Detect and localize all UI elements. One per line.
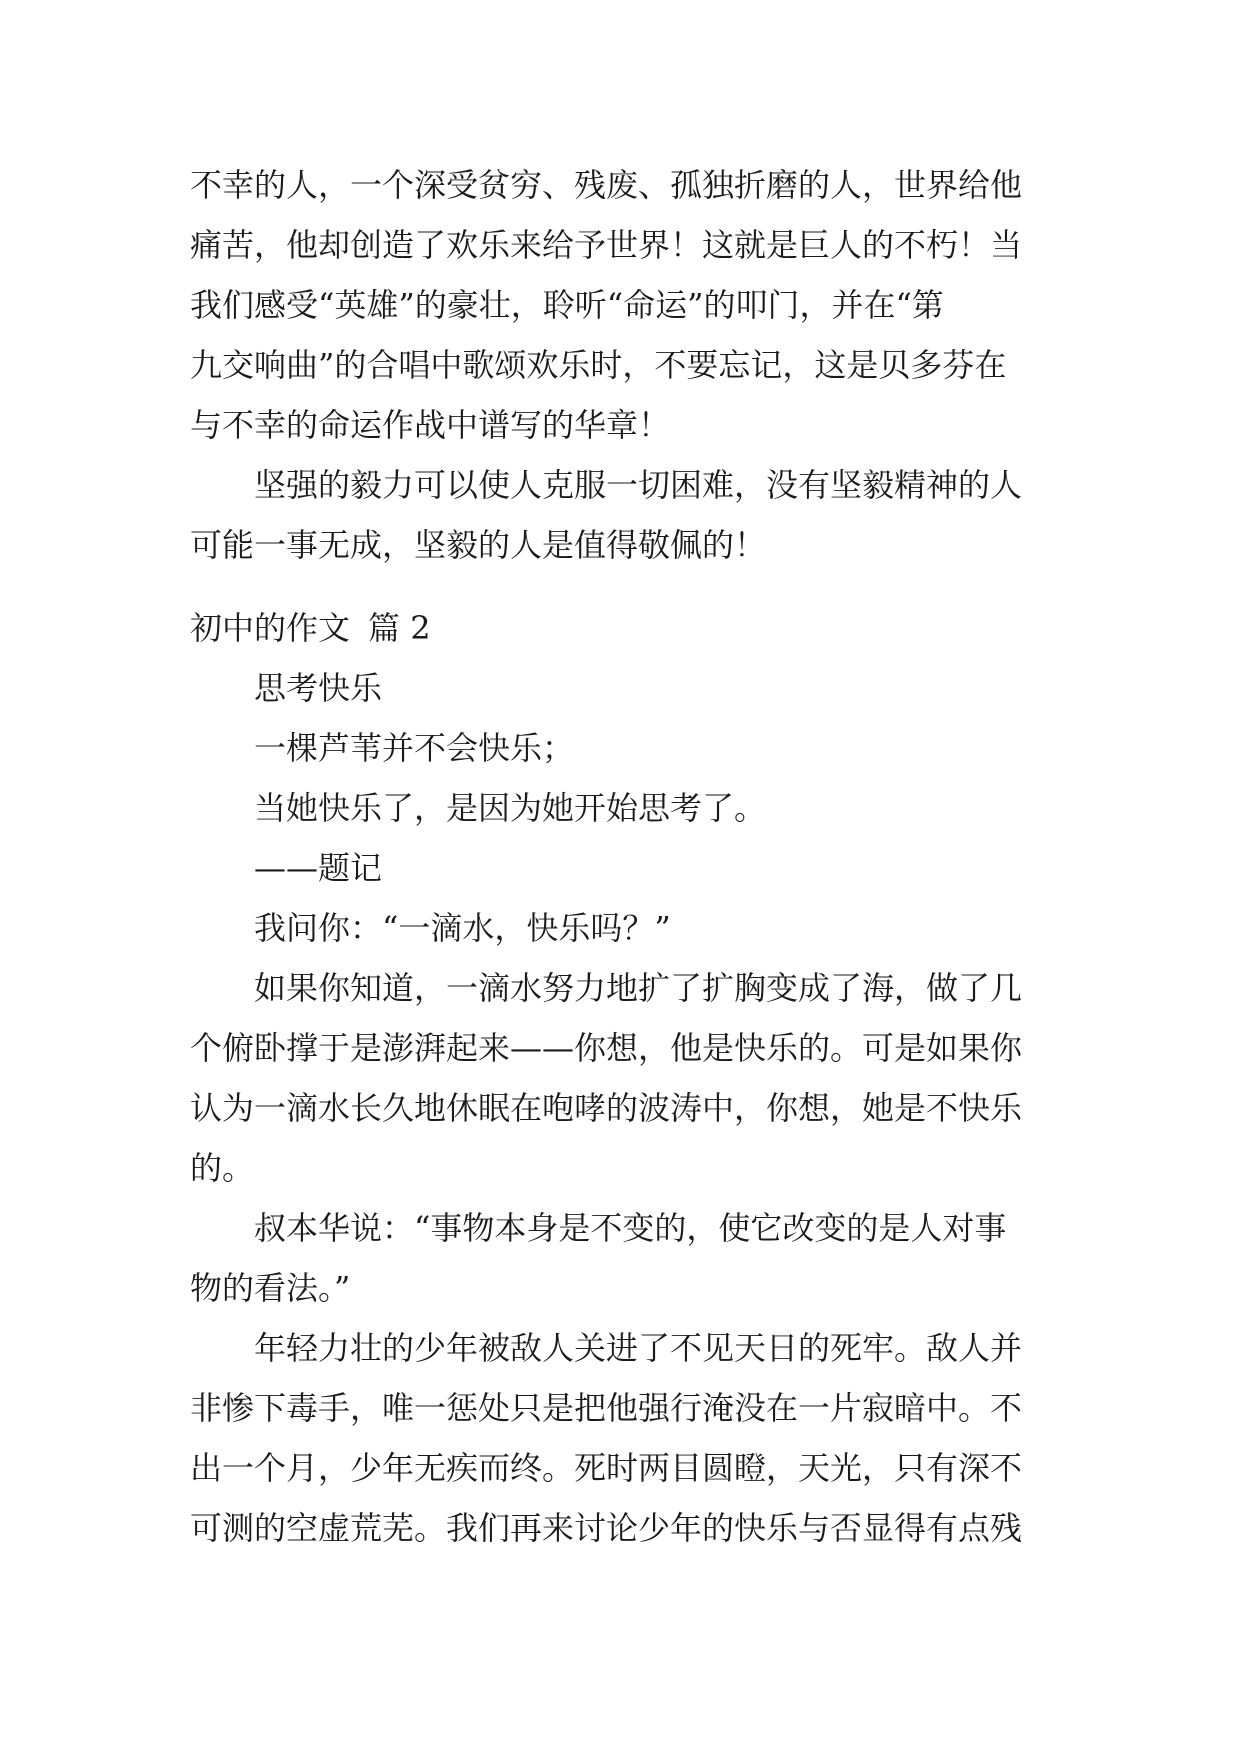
text-line: 坚强的毅力可以使人克服一切困难，没有坚毅精神的人 <box>254 466 1023 504</box>
text-line: 九交响曲”的合唱中歌颂欢乐时，不要忘记，这是贝多芬在 <box>190 346 1007 384</box>
text-line: 物的看法。” <box>190 1269 351 1307</box>
paragraph-water-drop <box>190 958 1052 1198</box>
text-line: 的。 <box>190 1149 255 1187</box>
epigraph-line: 一棵芦苇并不会快乐； <box>254 729 575 767</box>
paragraph-beethoven <box>190 155 1052 455</box>
article-heading: 思考快乐 <box>254 669 383 707</box>
text-line: 我们感受“英雄”的豪壮，聆听“命运”的叩门，并在“第 <box>190 286 944 324</box>
text-line: 认为一滴水长久地休眠在咆哮的波涛中，你想，她是不快乐 <box>190 1089 1023 1127</box>
paragraph-young-man <box>190 1318 1052 1558</box>
text-line: 个俯卧撑于是澎湃起来——你想，他是快乐的。可是如果你 <box>190 1029 1023 1067</box>
text-line: 与不幸的命运作战中谱写的华章！ <box>190 406 671 444</box>
previous-essay-ending <box>190 155 1052 575</box>
epigraph-attribution: ——题记 <box>254 849 383 887</box>
text-line: 出一个月，少年无疾而终。死时两目圆瞪，天光，只有深不 <box>190 1449 1023 1487</box>
text-line: 非惨下毒手，唯一惩处只是把他强行淹没在一片寂暗中。不 <box>190 1389 1023 1427</box>
text-line: 痛苦，他却创造了欢乐来给予世界！这就是巨人的不朽！当 <box>190 226 1023 264</box>
article-number: 篇 2 <box>368 609 431 647</box>
paragraph-schopenhauer <box>190 1198 1052 1318</box>
text-line: 叔本华说：“事物本身是不变的，使它改变的是人对事 <box>254 1209 1007 1247</box>
article-title <box>190 598 431 658</box>
article-body <box>190 658 1052 1558</box>
article-title-text: 初中的作文 <box>190 609 351 647</box>
text-line: 如果你知道，一滴水努力地扩了扩胸变成了海，做了几 <box>254 969 1023 1007</box>
text-line: 可测的空虚荒芜。我们再来讨论少年的快乐与否显得有点残 <box>190 1509 1023 1547</box>
epigraph-line: 当她快乐了，是因为她开始思考了。 <box>254 789 767 827</box>
paragraph-perseverance <box>190 455 1052 575</box>
text-line: 不幸的人，一个深受贫穷、残废、孤独折磨的人，世界给他 <box>190 166 1023 204</box>
text-line: 可能一事无成，坚毅的人是值得敬佩的！ <box>190 526 767 564</box>
paragraph-question: 我问你：“一滴水，快乐吗？” <box>254 909 671 947</box>
text-line: 年轻力壮的少年被敌人关进了不见天日的死牢。敌人并 <box>254 1329 1023 1367</box>
